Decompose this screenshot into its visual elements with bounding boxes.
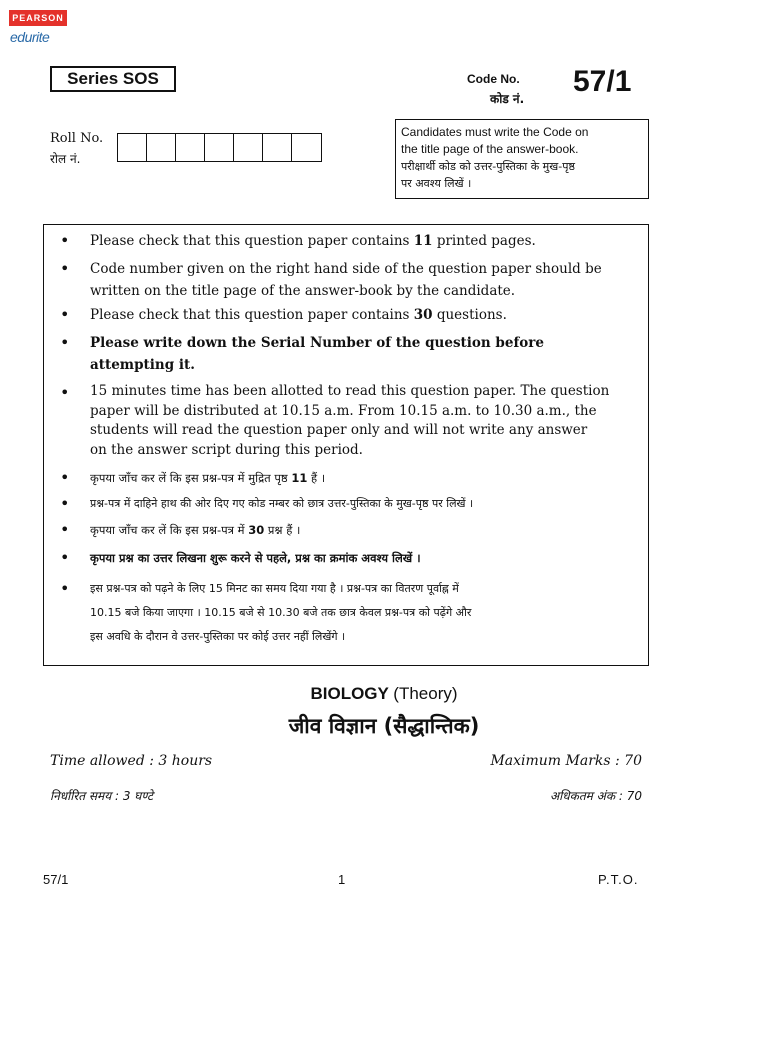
instruction-text: Please check that this question paper contains 11 printed pages. [90,233,536,249]
bullet: • [60,548,70,567]
instruction-text-hindi: कृपया प्रश्न का उत्तर लिखना शुरू करने से पहले, प्रश्न का क्रमांक अवश्य लिखें । [90,551,421,565]
instruction-text-hindi: प्रश्न-पत्र में दाहिने हाथ की ओर दिए गए कोड नम्बर को छात्र उत्तर-पुस्तिका के मुख-पृष्ठ पर लिखें । [90,497,474,510]
candidate-note-box [395,119,649,199]
series-label: Series SOS [50,66,176,92]
roll-digit-box[interactable] [292,134,321,161]
edurite-logo: edurite [10,29,50,45]
bullet: • [60,494,70,513]
time-allowed-hindi: निर्धारित समय : 3 घण्टे [50,789,154,803]
bullet: • [60,468,70,487]
code-number: 57/1 [573,65,632,98]
candidate-note-line: Candidates must write the Code on [401,125,589,139]
bullet: • [60,259,70,278]
code-label: Code No. [467,72,520,86]
time-allowed: Time allowed : 3 hours [50,753,213,769]
roll-digit-box[interactable] [263,134,292,161]
roll-no-label: Roll No. [50,131,104,146]
roll-digit-box[interactable] [234,134,263,161]
instruction-text: Please write down the Serial Number of the question before attempting it. [90,335,544,373]
subject-type: (Theory) [393,684,458,703]
code-label-hindi: कोड नं. [490,92,525,106]
instruction-text: Code number given on the right hand side of the question paper should be written on the title page of the answer-book by the candidate. [90,261,602,299]
maximum-marks: Maximum Marks : 70 [490,753,642,769]
candidate-note-line-hindi: परीक्षार्थी कोड को उत्तर-पुस्तिका के मुख-पृष्ठ [401,160,575,173]
bullet: • [60,305,70,324]
subject-title-hindi: जीव विज्ञान (सैद्धान्तिक) [288,714,480,738]
subject-title [0,684,768,704]
bullet: • [60,579,70,598]
instruction-text-hindi: इस प्रश्न-पत्र को पढ़ने के लिए 15 मिनट का समय दिया गया है । प्रश्न-पत्र का वितरण पूर्वाह्न में 10.15 बजे किया जाएगा । 10.15 बजे से 10.30 बजे तक छात्र केवल प्रश्न-पत्र को पढ़ेंगे और इस अवधि के दौरान वे उत्तर-पुस्तिका पर कोई उत्तर नहीं लिखेंगे । [90,582,472,643]
roll-no-label-hindi: रोल नं. [50,152,81,166]
subject-name: BIOLOGY [310,684,389,703]
roll-digit-box[interactable] [176,134,205,161]
roll-no-boxes[interactable] [117,133,322,162]
instruction-text-hindi: कृपया जाँच कर लें कि इस प्रश्न-पत्र में 30 प्रश्न हैं । [90,523,301,537]
instruction-text: Please check that this question paper contains 30 questions. [90,307,507,323]
candidate-note-line-hindi: पर अवश्य लिखें । [401,177,472,190]
bullet: • [60,383,70,402]
pearson-logo [9,10,67,26]
roll-digit-box[interactable] [205,134,234,161]
pearson-logo-text: PEARSON [12,13,64,23]
instruction-text-hindi: कृपया जाँच कर लें कि इस प्रश्न-पत्र में मुद्रित पृष्ठ 11 हैं । [90,471,326,485]
instructions-box [43,224,649,666]
maximum-marks-hindi: अधिकतम अंक : 70 [549,789,642,803]
roll-digit-box[interactable] [118,134,147,161]
bullet: • [60,231,70,250]
instruction-text: 15 minutes time has been allotted to read this question paper. The question paper will be distributed at 10.15 a.m. From 10.15 a.m. to 10.30 a.m., the students will read the question paper only and will not write any answer on the answer script during this period. [90,383,610,458]
roll-digit-box[interactable] [147,134,176,161]
pto-label: P.T.O. [598,872,639,887]
footer-code: 57/1 [43,872,69,887]
candidate-note-line: the title page of the answer-book. [401,142,579,156]
bullet: • [60,333,70,352]
page-number: 1 [338,872,346,887]
bullet: • [60,520,70,539]
